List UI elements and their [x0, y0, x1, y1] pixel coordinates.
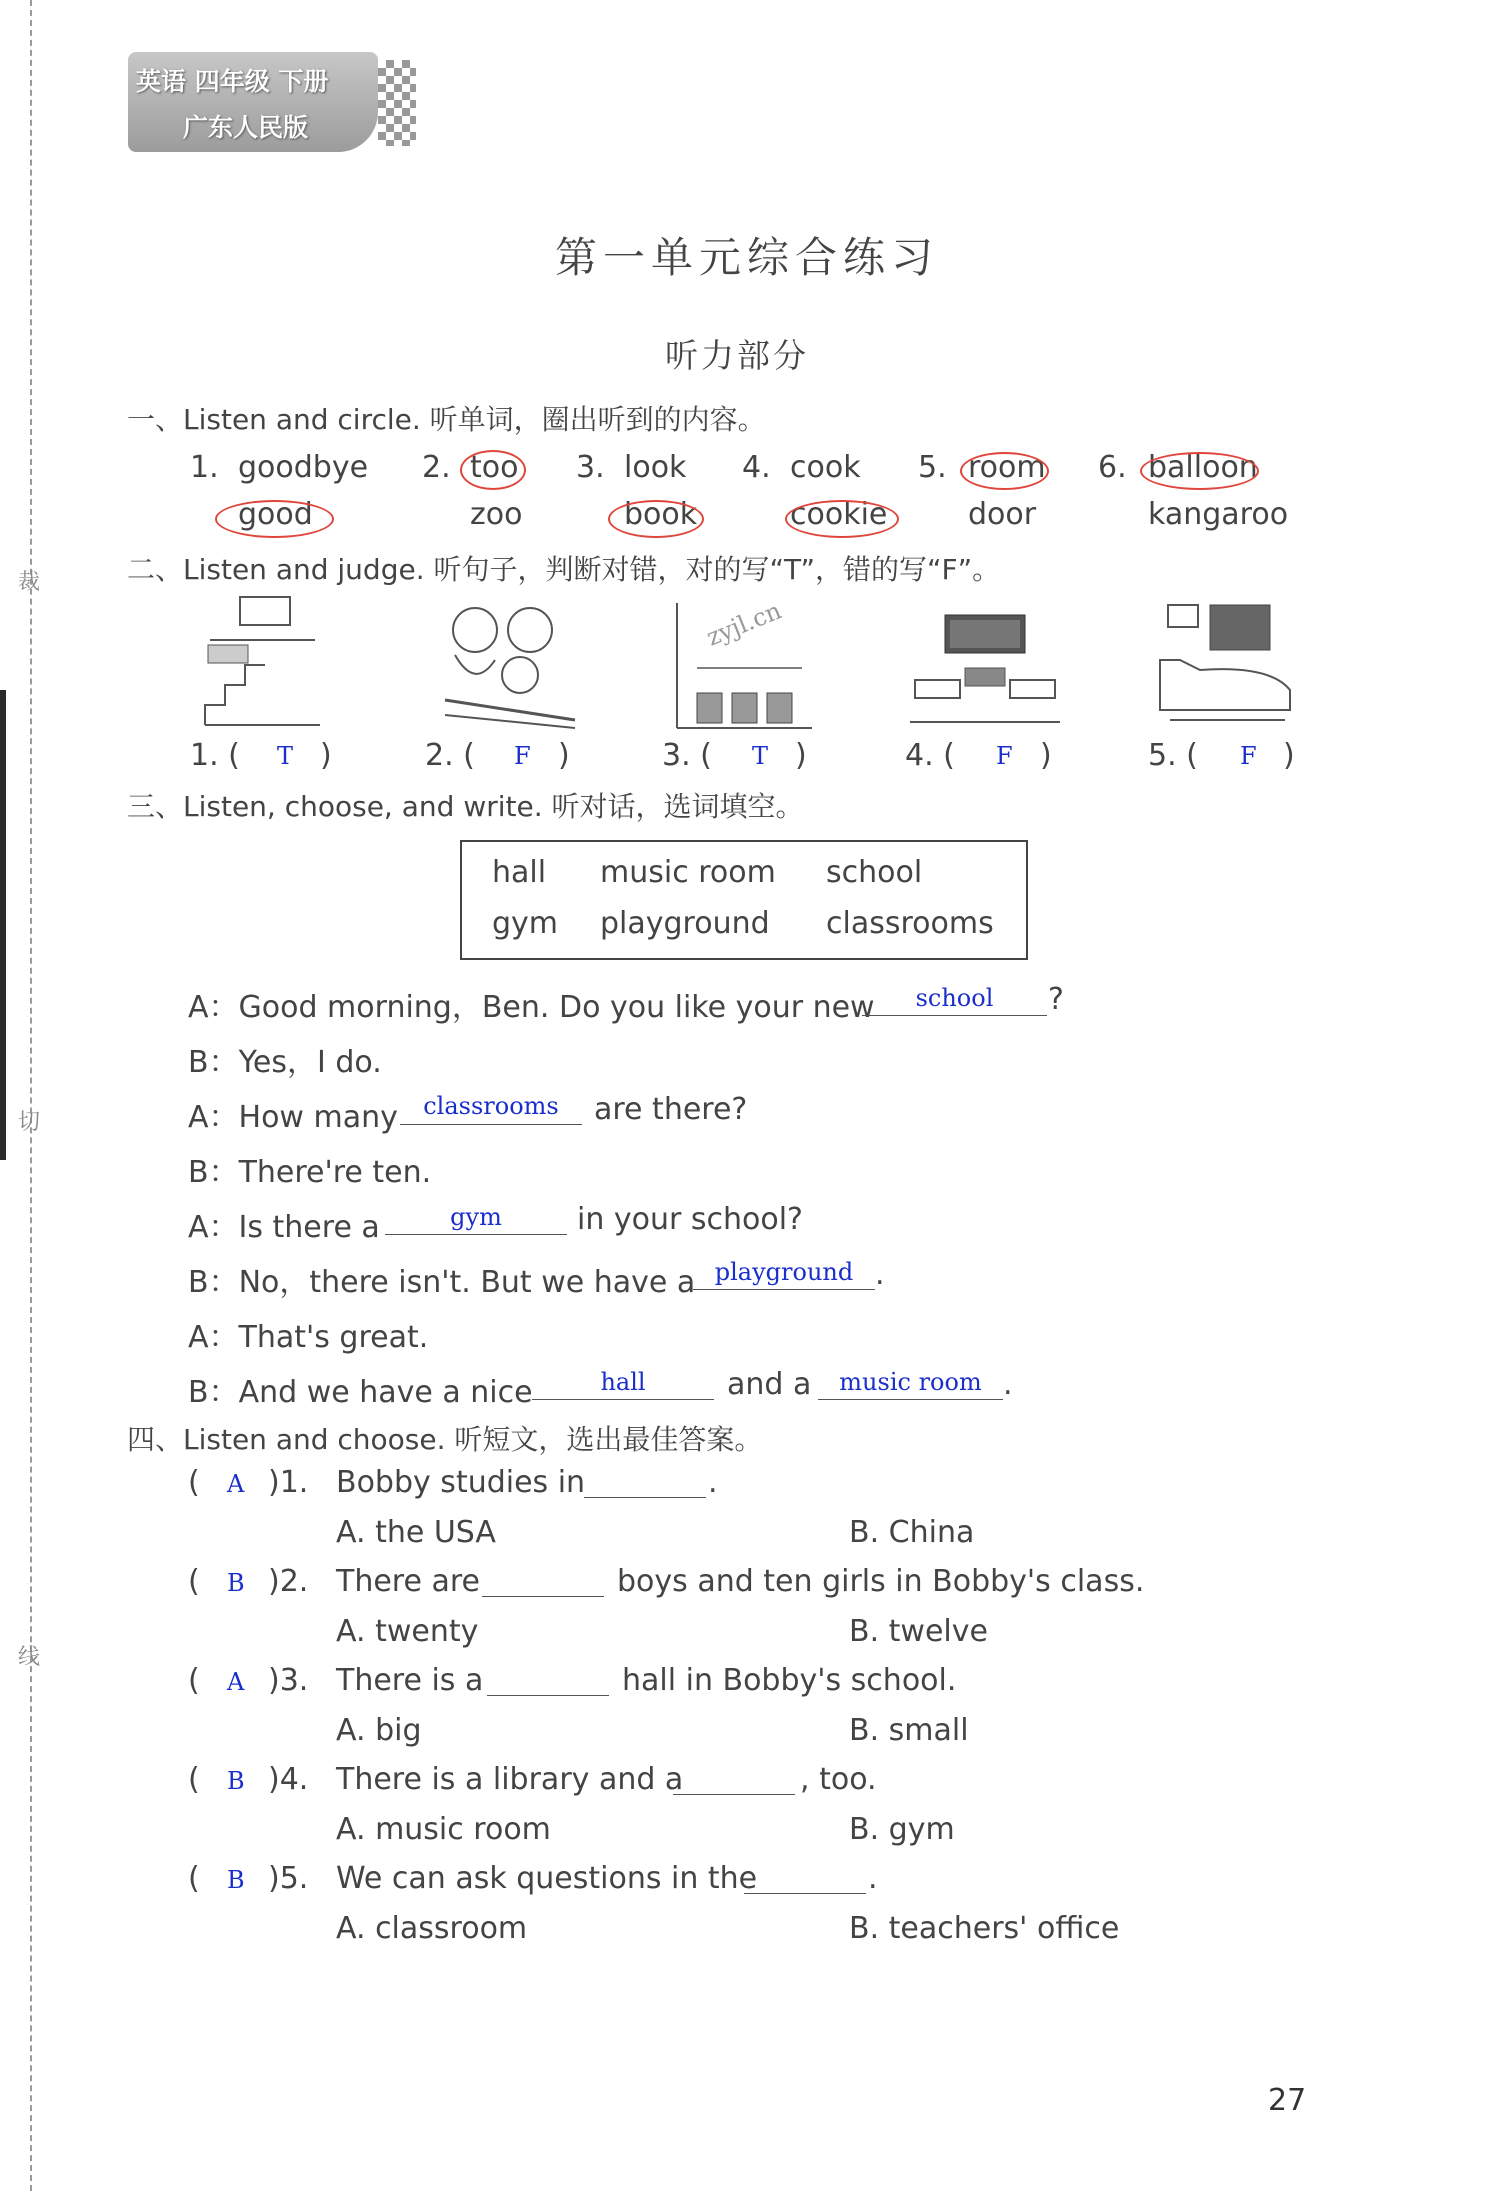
answer-paren: (: [188, 1762, 200, 1797]
option-a: A. the USA: [336, 1515, 496, 1550]
option-a: A. big: [336, 1713, 422, 1748]
judge-answer: T: [277, 742, 294, 770]
section-3-heading: 三、Listen, choose, and write. 听对话，选词填空。: [127, 790, 804, 823]
cut-line: [30, 0, 32, 2191]
word-option: goodbye: [238, 450, 369, 485]
question-text: , too.: [800, 1762, 877, 1797]
dialogue-line: A：Is there a: [188, 1210, 380, 1245]
badge-line-1: 英语 四年级 下册: [136, 67, 329, 96]
book-badge: [128, 52, 418, 152]
judge-answer: T: [752, 742, 769, 770]
judge-answer: F: [996, 742, 1013, 770]
watermark: zyjl.cn: [702, 596, 786, 652]
word-box-item: gym: [492, 906, 559, 941]
option-a: A. twenty: [336, 1614, 479, 1649]
dialogue-line: B：Yes，I do.: [188, 1045, 382, 1080]
dialogue-line: are there?: [594, 1092, 748, 1127]
answer-circle: [608, 500, 704, 538]
blank: [744, 1893, 866, 1894]
dialogue-line: and a: [727, 1367, 812, 1402]
option-b: B. teachers' office: [849, 1911, 1120, 1946]
question-text: .: [708, 1465, 718, 1500]
judge-close: ): [1040, 738, 1052, 773]
blank: [532, 1399, 714, 1400]
question-text: There is a library and a: [336, 1762, 684, 1797]
question-number: )2.: [268, 1564, 309, 1599]
question-number: )4.: [268, 1762, 309, 1797]
blank: [487, 1695, 609, 1696]
word-option: too: [470, 450, 519, 485]
option-b: B. twelve: [849, 1614, 988, 1649]
cut-mark: 切: [18, 1110, 41, 1135]
dialogue-punct: .: [1003, 1367, 1013, 1402]
choice-answer: A: [227, 1470, 245, 1498]
blank: [385, 1234, 567, 1235]
item-number: 6.: [1098, 450, 1127, 485]
word-option: cook: [790, 450, 861, 485]
question-text: Bobby studies in: [336, 1465, 586, 1500]
answer-circle: [460, 450, 526, 490]
children-picture: [425, 600, 585, 730]
blank-answer: playground: [714, 1258, 854, 1286]
answer-paren: (: [188, 1663, 200, 1698]
blank-answer: classrooms: [423, 1092, 559, 1120]
dialogue-line: B：There're ten.: [188, 1155, 432, 1190]
judge-close: ): [558, 738, 570, 773]
judge-answer: F: [1240, 742, 1257, 770]
item-number: 5.: [918, 450, 947, 485]
word-option: book: [624, 497, 698, 532]
option-b: B. small: [849, 1713, 969, 1748]
dialogue-punct: ?: [1048, 982, 1064, 1017]
dialogue-line: in your school?: [577, 1202, 803, 1237]
question-text: boys and ten girls in Bobby's class.: [617, 1564, 1145, 1599]
blank: [862, 1015, 1047, 1016]
blank-answer: gym: [450, 1203, 502, 1231]
section-2-heading: 二、Listen and judge. 听句子，判断对错，对的写“T”，错的写“F”。: [127, 553, 1001, 586]
dialogue-line: B：And we have a nice: [188, 1375, 533, 1410]
answer-circle: [1140, 452, 1259, 490]
cut-mark: 裁: [18, 570, 41, 595]
judge-label: 5. (: [1148, 738, 1198, 773]
question-text: There is a: [336, 1663, 484, 1698]
blank: [818, 1399, 1003, 1400]
judge-label: 4. (: [905, 738, 955, 773]
option-b: B. China: [849, 1515, 975, 1550]
answer-circle: [960, 452, 1049, 490]
section-subtitle: 听力部分: [665, 336, 809, 375]
blank-answer: hall: [600, 1368, 646, 1396]
judge-close: ): [795, 738, 807, 773]
stairs-picture: [200, 595, 330, 730]
scan-edge: [0, 690, 6, 1160]
option-a: A. classroom: [336, 1911, 528, 1946]
dialogue-line: B：No，there isn't. But we have a: [188, 1265, 696, 1300]
question-number: )3.: [268, 1663, 309, 1698]
page-number: 27: [1268, 2083, 1307, 2118]
blank: [482, 1596, 604, 1597]
answer-paren: (: [188, 1465, 200, 1500]
section-1-heading: 一、Listen and circle. 听单词，圈出听到的内容。: [127, 403, 766, 436]
answer-circle: [785, 500, 899, 538]
blank: [673, 1794, 795, 1795]
word-option: look: [624, 450, 687, 485]
question-text: .: [868, 1861, 878, 1896]
option-b: B. gym: [849, 1812, 955, 1847]
blank-answer: school: [915, 984, 994, 1012]
word-box-item: playground: [600, 906, 770, 941]
answer-paren: (: [188, 1861, 200, 1896]
word-option: kangaroo: [1148, 497, 1289, 532]
word-option: cookie: [790, 497, 888, 532]
judge-answer: F: [514, 742, 531, 770]
badge-line-2: 广东人民版: [183, 113, 309, 142]
option-a: A. music room: [336, 1812, 551, 1847]
choice-answer: A: [227, 1668, 245, 1696]
dialogue-line: A：That's great.: [188, 1320, 429, 1355]
choice-answer: B: [227, 1767, 245, 1795]
choice-answer: B: [227, 1569, 245, 1597]
question-number: )5.: [268, 1861, 309, 1896]
answer-paren: (: [188, 1564, 200, 1599]
word-option: zoo: [470, 497, 523, 532]
bedroom-picture: [1150, 600, 1300, 730]
item-number: 1.: [190, 450, 219, 485]
dialogue-punct: .: [875, 1257, 885, 1292]
question-text: We can ask questions in the: [336, 1861, 758, 1896]
word-box-item: hall: [492, 855, 547, 890]
judge-close: ): [320, 738, 332, 773]
item-number: 3.: [576, 450, 605, 485]
judge-label: 2. (: [425, 738, 475, 773]
item-number: 4.: [742, 450, 771, 485]
dialogue-line: A：Good morning，Ben. Do you like your new: [188, 990, 875, 1025]
cut-mark: 线: [18, 1645, 41, 1670]
answer-circle: [215, 500, 334, 538]
blank: [584, 1497, 706, 1498]
word-option: door: [968, 497, 1037, 532]
page-title: 第一单元综合练习: [555, 233, 940, 282]
section-4-heading: 四、Listen and choose. 听短文，选出最佳答案。: [127, 1423, 763, 1456]
question-number: )1.: [268, 1465, 309, 1500]
item-number: 2.: [422, 450, 451, 485]
classroom-picture: [905, 610, 1065, 730]
word-option: good: [238, 497, 313, 532]
word-option: balloon: [1148, 450, 1258, 485]
question-text: There are: [336, 1564, 480, 1599]
judge-label: 3. (: [662, 738, 712, 773]
word-box-item: classrooms: [826, 906, 994, 941]
choice-answer: B: [227, 1866, 245, 1894]
word-box-item: music room: [600, 855, 776, 890]
question-text: hall in Bobby's school.: [622, 1663, 957, 1698]
word-box-item: school: [826, 855, 923, 890]
judge-close: ): [1283, 738, 1295, 773]
blank-answer: music room: [839, 1368, 982, 1396]
blank: [400, 1124, 582, 1125]
blank: [693, 1289, 875, 1290]
judge-label: 1. (: [190, 738, 240, 773]
word-option: room: [968, 450, 1046, 485]
dialogue-line: A：How many: [188, 1100, 398, 1135]
